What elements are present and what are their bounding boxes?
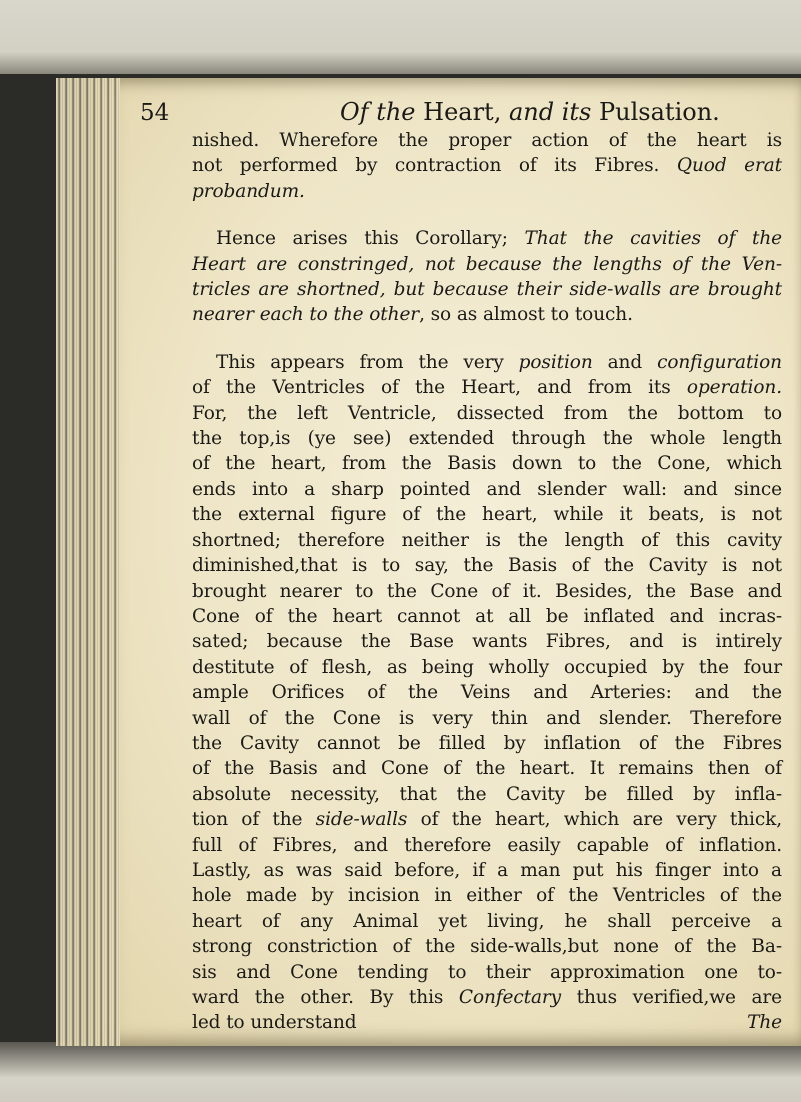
body-text <box>192 128 782 1036</box>
text-run: wall of the Cone is very thin and slender. Therefore <box>192 707 782 729</box>
text-line <box>192 604 782 629</box>
text-line <box>192 350 782 375</box>
text-line <box>192 302 782 327</box>
text-line <box>192 782 782 807</box>
text-line <box>192 731 782 756</box>
text-run: the external figure of the heart, while it beats, is not <box>192 504 782 526</box>
text-run: diminished,that is to say, the Basis of the Cavity is not <box>192 555 782 577</box>
text-line <box>192 1010 782 1035</box>
scan-background-top <box>0 0 801 74</box>
italic-run: nearer each to the other <box>192 304 420 326</box>
italic-run: position <box>518 351 593 373</box>
text-run: ends into a sharp pointed and slender wall: and since <box>192 478 782 500</box>
page-edge-stack <box>56 78 120 1046</box>
text-run: of the Basis and Cone of the heart. It remains then of <box>192 758 782 780</box>
italic-run: tricles are shortned, but because their side-walls are brought <box>192 279 782 301</box>
paragraph <box>192 128 782 204</box>
text-line <box>192 401 782 426</box>
text-run: For, the left Ventricle, dissected from the bottom to <box>192 402 782 424</box>
paragraph-gap <box>192 328 782 350</box>
italic-run: probandum. <box>192 180 305 202</box>
text-line <box>192 807 782 832</box>
text-run: tion of the <box>192 809 316 831</box>
text-run: This appears from the very <box>216 351 519 373</box>
text-run: nished. Wherefore the proper action of the heart is <box>192 130 782 151</box>
text-line <box>192 706 782 731</box>
italic-run: That the cavities of the <box>524 228 782 250</box>
text-run: shortned; therefore neither is the length of this cavity <box>192 529 782 551</box>
italic-run: Confectary <box>458 987 562 1008</box>
text-run: heart of any Animal yet living, he shall perceive a <box>192 910 782 932</box>
paragraph-gap <box>192 204 782 226</box>
text-line <box>192 477 782 502</box>
page-number: 54 <box>140 100 170 126</box>
text-run: thus verified,we are <box>561 987 782 1008</box>
text-line <box>192 179 782 204</box>
text-run: , so as almost to touch. <box>419 304 633 326</box>
text-run: sated; because the Base wants Fibres, and is intirely <box>192 631 782 653</box>
text-line <box>192 153 782 178</box>
text-run: full of Fibres, and therefore easily capable of inflation. <box>192 834 782 856</box>
text-line <box>192 375 782 400</box>
text-line <box>192 629 782 654</box>
text-run: destitute of flesh, as being wholly occupied by the four <box>192 656 782 678</box>
text-run: not performed by contraction of its Fibres. <box>192 155 677 177</box>
running-head-prefix: Of the <box>340 98 416 126</box>
text-run: and <box>592 351 658 373</box>
catchword: The <box>747 1012 782 1034</box>
text-run: Hence arises this Corollary; <box>216 228 525 250</box>
text-run: strong constriction of the side-walls,but none of the Ba- <box>192 936 782 958</box>
italic-run: configuration <box>657 351 782 373</box>
text-run: led to understand <box>192 1012 357 1034</box>
text-run: of the heart, from the Basis down to the Cone, which <box>192 453 782 475</box>
text-line <box>192 655 782 680</box>
text-line <box>192 960 782 985</box>
italic-run: Heart are constringed, not because the lengths of the Ven- <box>192 253 782 275</box>
text-line <box>192 553 782 578</box>
text-line <box>192 934 782 959</box>
text-run: sis and Cone tending to their approximation one to- <box>192 961 782 983</box>
scan-background-bottom <box>0 1042 801 1102</box>
text-line <box>192 883 782 908</box>
running-head <box>340 98 720 126</box>
text-run: ample Orifices of the Veins and Arteries: and the <box>192 682 782 704</box>
running-head-pulsation: Pulsation. <box>599 98 720 126</box>
paragraph <box>192 350 782 1036</box>
text-run: the Cavity cannot be filled by inflation of the Fibres <box>192 732 782 754</box>
text-line <box>192 756 782 781</box>
italic-run: operation. <box>686 377 782 399</box>
text-line <box>192 909 782 934</box>
text-line <box>192 858 782 883</box>
paragraph <box>192 226 782 328</box>
italic-run: Quod erat <box>676 155 782 177</box>
text-run: of the Ventricles of the Heart, and from its <box>192 377 687 399</box>
text-line <box>192 833 782 858</box>
text-run: Cone of the heart cannot at all be inflated and incras- <box>192 605 782 627</box>
text-line <box>192 985 782 1010</box>
text-line <box>192 226 782 251</box>
text-run: the top,is (ye see) extended through the whole length <box>192 428 782 450</box>
text-line <box>192 128 782 153</box>
text-run: of the heart, which are very thick, <box>407 809 782 831</box>
text-run: ward the other. By this <box>192 987 459 1008</box>
text-run: hole made by incision in either of the Ventricles of the <box>192 885 782 907</box>
text-line <box>192 502 782 527</box>
text-line <box>192 451 782 476</box>
running-head-mid: and its <box>508 98 592 126</box>
text-run: Lastly, as was said before, if a man put his finger into a <box>192 859 782 881</box>
text-line <box>192 579 782 604</box>
text-run: brought nearer to the Cone of it. Besides, the Base and <box>192 580 782 602</box>
text-run: absolute necessity, that the Cavity be filled by infla- <box>192 783 782 805</box>
text-line <box>192 680 782 705</box>
text-line <box>192 528 782 553</box>
text-line <box>192 426 782 451</box>
text-line <box>192 252 782 277</box>
text-line <box>192 277 782 302</box>
italic-run: side-walls <box>315 809 408 831</box>
running-head-heart: Heart, <box>423 98 502 126</box>
